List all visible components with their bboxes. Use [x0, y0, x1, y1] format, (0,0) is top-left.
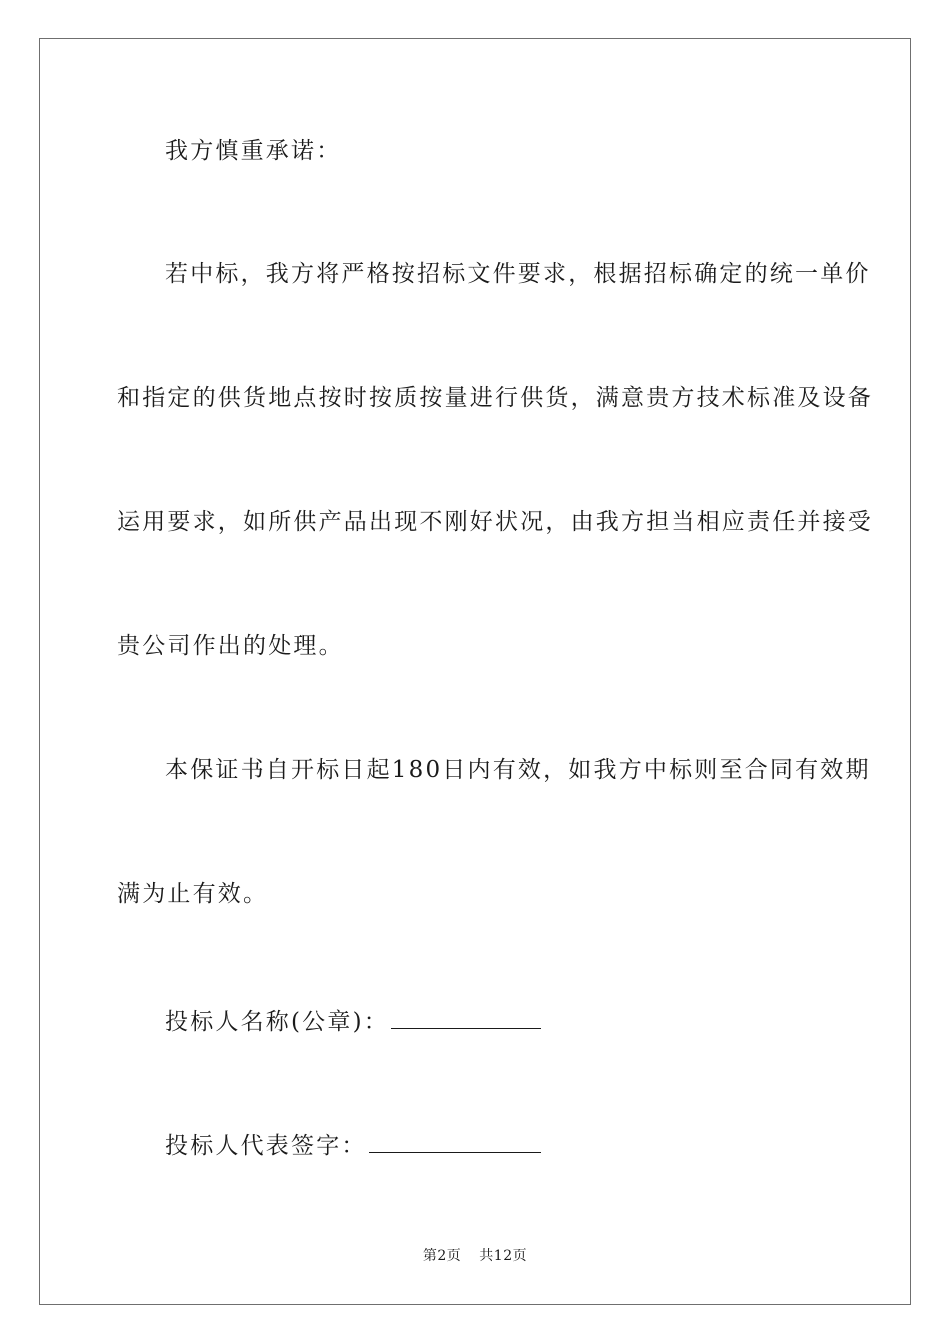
paragraph-line: 本保证书自开标日起180日内有效，如我方中标则至合同有效期: [165, 757, 871, 783]
bidder-name-row: [165, 1006, 541, 1037]
bidder-name-blank[interactable]: [391, 1006, 541, 1029]
promise-heading: 我方慎重承诺：: [165, 138, 342, 164]
bidder-name-label: 投标人名称(公章)：: [165, 1009, 389, 1035]
representative-row: [165, 1130, 541, 1161]
paragraph-line: 若中标，我方将严格按招标文件要求，根据招标确定的统一单价: [165, 261, 871, 287]
paragraph-line: 满为止有效。: [117, 881, 269, 907]
representative-label: 投标人代表签字：: [165, 1133, 367, 1159]
page-footer: [0, 1247, 950, 1265]
page-frame: [39, 38, 911, 1305]
page-number-total: 共12页: [479, 1248, 528, 1264]
paragraph-line: 贵公司作出的处理。: [117, 633, 344, 659]
page-number-current: 第2页: [422, 1248, 462, 1264]
paragraph-line: 运用要求，如所供产品出现不刚好状况，由我方担当相应责任并接受: [117, 509, 873, 535]
representative-signature-blank[interactable]: [369, 1130, 541, 1153]
paragraph-line: 和指定的供货地点按时按质按量进行供货，满意贵方技术标准及设备: [117, 385, 873, 411]
